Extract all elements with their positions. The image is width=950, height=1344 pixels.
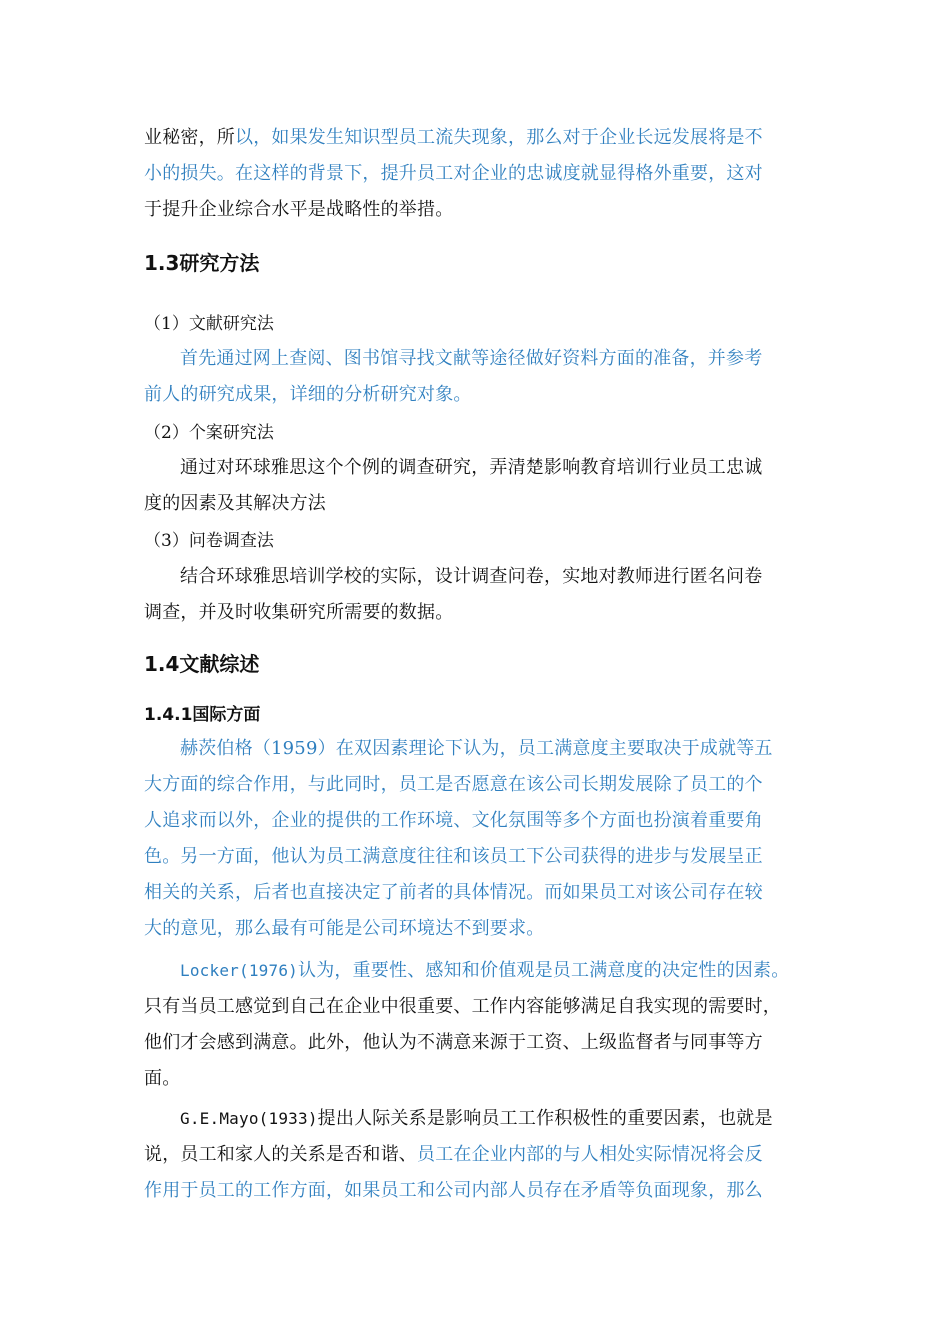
method-2-paragraph [144,450,804,522]
highlighted-text-line: 大方面的综合作用，与此同时，员工是否愿意在该公司长期发展除了员工的个 [144,774,763,795]
citation-text: Locker(1976) [180,961,298,980]
text-line [144,953,804,989]
highlighted-text-line: 作用于员工的工作方面，如果员工和公司内部人员存在矛盾等负面现象，那么 [144,1180,763,1201]
method-3-paragraph [144,559,804,631]
method-3-title: （3）问卷调查法 [144,531,274,551]
highlighted-text-line: 相关的关系，后者也直接决定了前者的具体情况。而如果员工对该公司存在较 [144,882,763,903]
method-2-title: （2）个案研究法 [144,423,274,443]
method-1-paragraph [144,341,804,413]
text-line [144,120,804,156]
text-span: 业秘密，所 [144,127,235,148]
highlighted-text-line: 大的意见，那么最有可能是公司环境达不到要求。 [144,918,545,939]
text-line: 调查，并及时收集研究所需要的数据。 [144,602,454,623]
text-line: 结合环球雅思培训学校的实际，设计调查问卷，实地对教师进行匿名问卷 [180,566,763,587]
text-line: 通过对环球雅思这个个例的调查研究，弄清楚影响教育培训行业员工忠诚 [180,457,763,478]
text-line: 于提升企业综合水平是战略性的举措。 [144,199,454,220]
highlighted-text-line: 小的损失。在这样的背景下，提升员工对企业的忠诚度就显得格外重要，这对 [144,163,763,184]
locker-paragraph [144,953,804,1097]
text-line: 只有当员工感觉到自己在企业中很重要、工作内容能够满足自我实现的需要时， [144,996,781,1017]
text-line [144,1101,804,1137]
highlighted-text-line: 首先通过网上查阅、图书馆寻找文献等途径做好资料方面的准备，并参考 [180,348,763,369]
mayo-paragraph [144,1101,804,1209]
subsection-heading-1-4-1: 1.4.1国际方面 [144,705,261,725]
herzberg-paragraph [144,731,804,947]
section-heading-1-4: 1.4文献综述 [144,652,260,676]
highlighted-text-line: 前人的研究成果，详细的分析研究对象。 [144,384,472,405]
highlighted-text-line: 赫茨伯格（1959）在双因素理论下认为，员工满意度主要取决于成就等五 [180,738,773,759]
highlighted-text-span: 认为，重要性、感知和价值观是员工满意度的决定性的因素。 [298,960,790,981]
highlighted-text-line: 人追求而以外，企业的提供的工作环境、文化氛围等多个方面也扮演着重要角 [144,810,763,831]
citation-text: G.E.Mayo(1933) [180,1109,318,1128]
text-line [144,1137,804,1173]
highlighted-text-span: 以，如果发生知识型员工流失现象，那么对于企业长远发展将是不 [235,127,763,148]
method-1-title: （1）文献研究法 [144,314,274,334]
highlighted-text-span: 员工在企业内部的与人相处实际情况将会反 [417,1144,763,1165]
intro-paragraph [144,120,804,228]
text-line: 他们才会感到满意。此外，他认为不满意来源于工资、上级监督者与同事等方 [144,1032,763,1053]
text-line: 度的因素及其解决方法 [144,493,326,514]
highlighted-text-line: 色。另一方面，他认为员工满意度往往和该员工下公司获得的进步与发展呈正 [144,846,763,867]
text-span: 提出人际关系是影响员工工作积极性的重要因素，也就是 [317,1108,773,1129]
section-heading-1-3: 1.3研究方法 [144,251,260,275]
text-span: 说，员工和家人的关系是否和谐、 [144,1144,417,1165]
text-line: 面。 [144,1068,181,1089]
